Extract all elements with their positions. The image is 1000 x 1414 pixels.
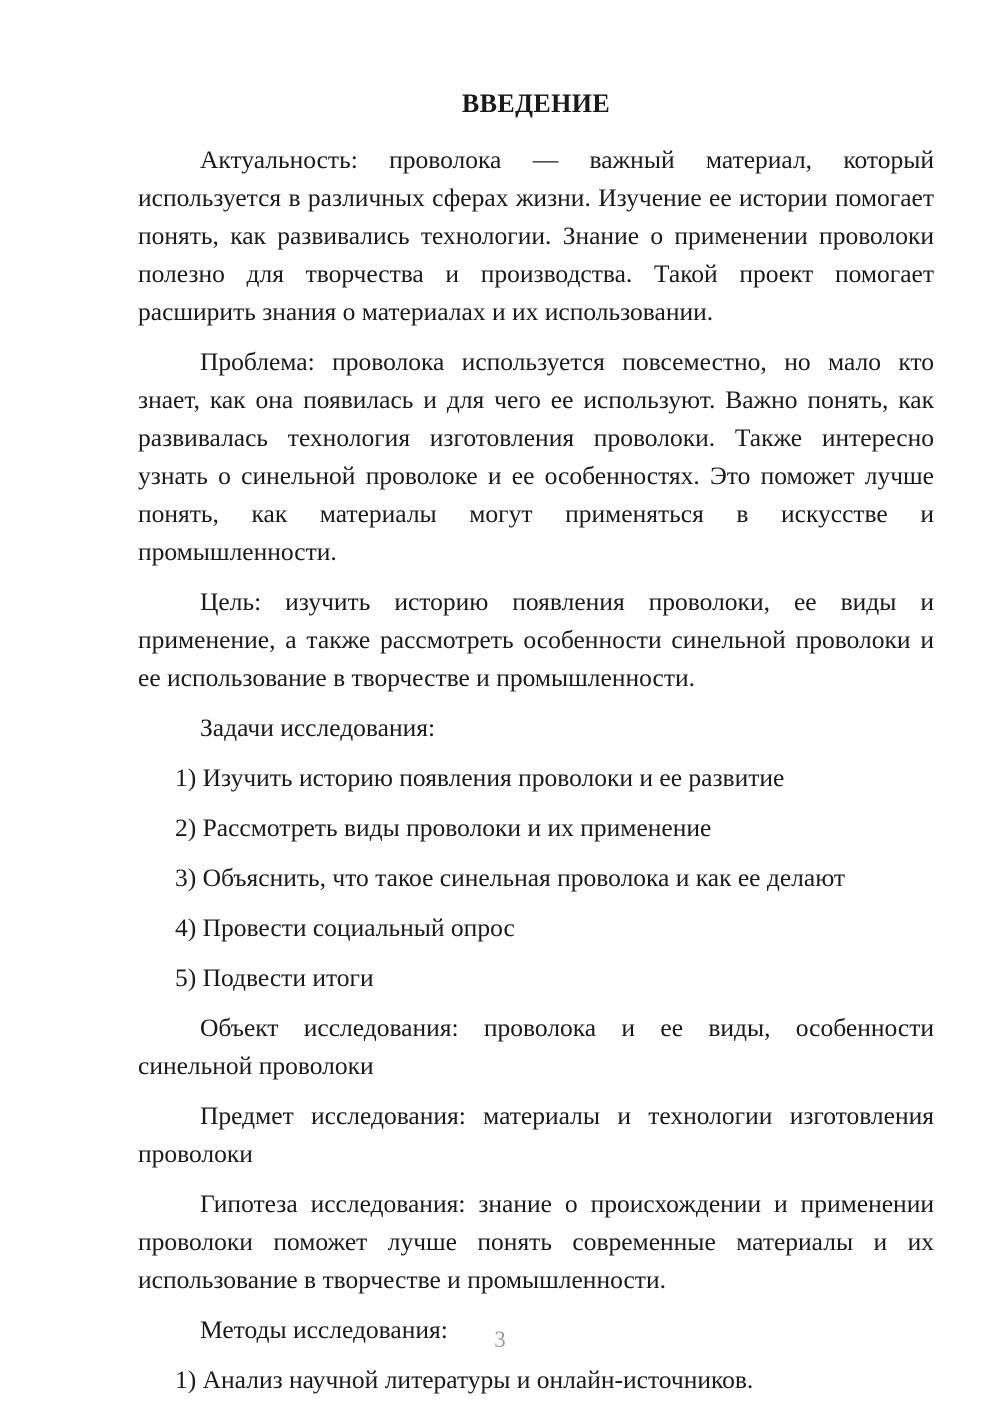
paragraph-goal: Цель: изучить историю появления проволоки, ее виды и применение, а также рассмотреть особенности синельной проволоки и ее использование в творчестве и промышленности.: [138, 587, 934, 693]
paragraph-problem: Проблема: проволока используется повсеместно, но мало кто знает, как она появилась и для чего ее используют. Важно понять, как развивалась технология изготовления проволоки. Также интересно узнать о синельной проволоке и ее особенностях. Это поможет лучше понять, как материалы могут применяться в искусстве и промышленности.: [138, 347, 934, 567]
paragraph-subject: Предмет исследования: материалы и технологии изготовления проволоки: [138, 1101, 934, 1169]
list-item: 3) Объяснить, что такое синельная проволока и как ее делают: [175, 863, 846, 893]
tasks-list: [138, 759, 934, 997]
methods-heading: Методы исследования:: [200, 1315, 448, 1345]
tasks-heading: Задачи исследования:: [200, 713, 436, 743]
page-number: 3: [494, 1327, 506, 1352]
list-item: 4) Провести социальный опрос: [175, 913, 515, 943]
paragraph-relevance: Актуальность: проволока — важный материал, который используется в различных сферах жизни. Изучение ее истории помогает понять, как развивались технологии. Знание о применении проволоки полезно для творчества и производства. Такой проект помогает расширить знания о материалах и их использовании.: [138, 145, 934, 327]
list-item: 1) Изучить историю появления проволоки и ее развитие: [175, 763, 785, 793]
list-item: 2) Рассмотреть виды проволоки и их применение: [175, 813, 712, 843]
list-item: 1) Анализ научной литературы и онлайн-источников.: [175, 1365, 754, 1395]
document-body: [138, 88, 934, 1411]
paragraph-object: Объект исследования: проволока и ее виды, особенности синельной проволоки: [138, 1013, 934, 1081]
paragraph-hypothesis: Гипотеза исследования: знание о происхождении и применении проволоки поможет лучше понять современные материалы и их использование в творчестве и промышленности.: [138, 1189, 934, 1295]
list-item: 5) Подвести итоги: [175, 963, 374, 993]
page-title: ВВЕДЕНИЕ: [461, 89, 611, 118]
methods-list: [138, 1361, 934, 1399]
